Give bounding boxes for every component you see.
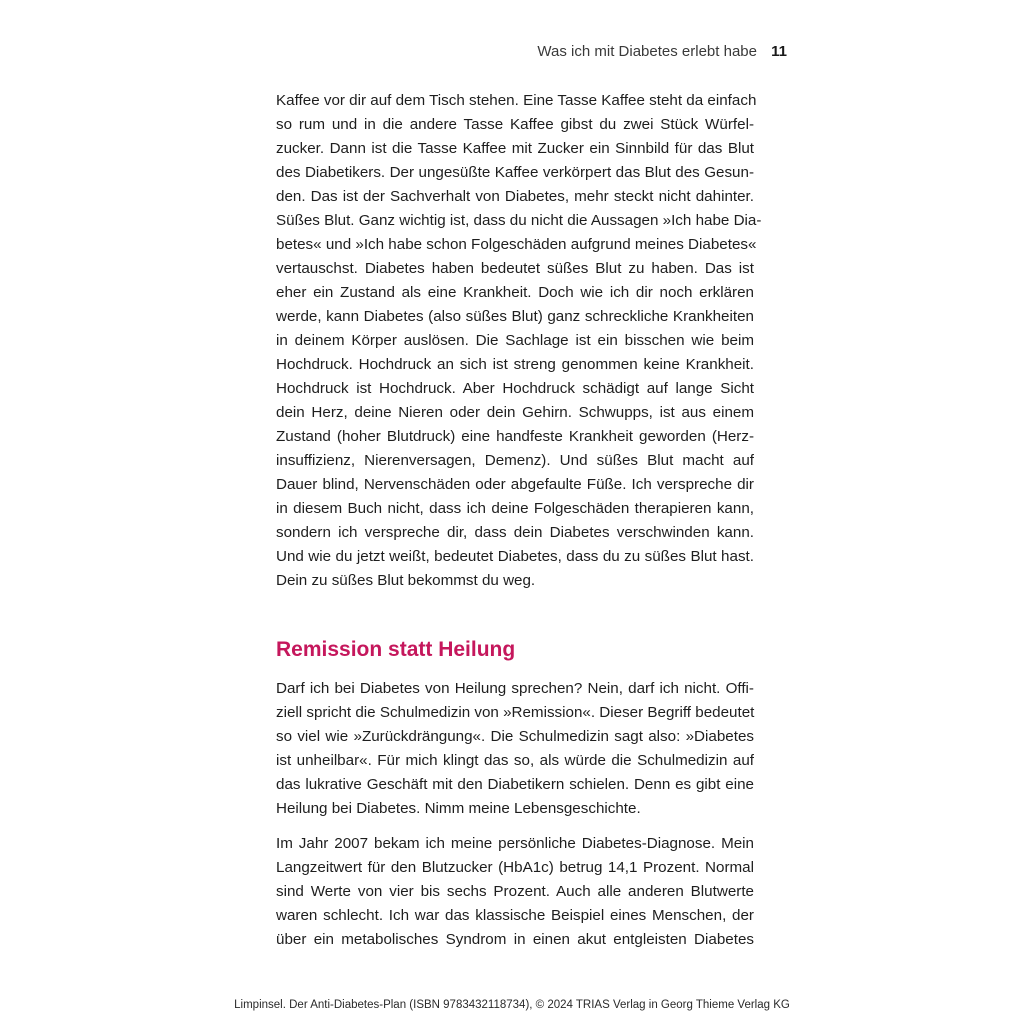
text-line: so viel wie »Zurückdrängung«. Die Schulmedizin sagt also: »Diabetes bbox=[276, 728, 754, 745]
text-line: vertauschst. Diabetes haben bedeutet süßes Blut zu haben. Das ist bbox=[276, 260, 754, 277]
text-line: den. Das ist der Sachverhalt von Diabetes, mehr steckt nicht dahinter. bbox=[276, 188, 754, 205]
text-line: werde, kann Diabetes (also süßes Blut) ganz schreckliche Krankheiten bbox=[276, 308, 754, 325]
text-line: Dein zu süßes Blut bekommst du weg. bbox=[276, 572, 536, 589]
text-line: ist unheilbar«. Für mich klingt das so, als würde die Schulmedizin auf bbox=[276, 752, 754, 769]
text-line: eher ein Zustand als eine Krankheit. Doch wie ich dir noch erklären bbox=[276, 284, 754, 301]
paragraph-1 bbox=[276, 89, 762, 593]
text-line: Und wie du jetzt weißt, bedeutet Diabetes, dass du zu süßes Blut hast. bbox=[276, 548, 754, 565]
copyright-footer: Limpinsel. Der Anti-Diabetes-Plan (ISBN 9783432118734), © 2024 TRIAS Verlag in Georg Thieme Verlag KG bbox=[234, 999, 790, 1011]
text-line: zucker. Dann ist die Tasse Kaffee mit Zucker ein Sinnbild für das Blut bbox=[276, 140, 754, 157]
text-line: Süßes Blut. Ganz wichtig ist, dass du nicht die Aussagen »Ich habe Dia- bbox=[276, 212, 762, 229]
paragraph-2 bbox=[276, 677, 754, 821]
text-line: so rum und in die andere Tasse Kaffee gibst du zwei Stück Würfel- bbox=[276, 116, 754, 133]
text-line: des Diabetikers. Der ungesüßte Kaffee verkörpert das Blut des Gesun- bbox=[276, 164, 754, 181]
paragraph-3 bbox=[276, 832, 754, 952]
text-line: Zustand (hoher Blutdruck) eine handfeste Krankheit geworden (Herz- bbox=[276, 428, 754, 445]
text-line: betes« und »Ich habe schon Folgeschäden aufgrund meines Diabetes« bbox=[276, 236, 757, 253]
section-heading: Remission statt Heilung bbox=[276, 638, 516, 661]
text-line: sind Werte von vier bis sechs Prozent. Auch alle anderen Blutwerte bbox=[276, 883, 754, 900]
text-line: sondern ich verspreche dir, dass dein Diabetes verschwinden kann. bbox=[276, 524, 754, 541]
running-head-title: Was ich mit Diabetes erlebt habe bbox=[537, 43, 757, 60]
text-line: das lukrative Geschäft mit den Diabetikern schielen. Denn es gibt eine bbox=[276, 776, 754, 793]
text-line: Hochdruck. Hochdruck an sich ist streng genommen keine Krankheit. bbox=[276, 356, 754, 373]
text-line: waren schlecht. Ich war das klassische Beispiel eines Menschen, der bbox=[276, 907, 754, 924]
text-line: in diesem Buch nicht, dass ich deine Folgeschäden therapieren kann, bbox=[276, 500, 754, 517]
text-line: Langzeitwert für den Blutzucker (HbA1c) betrug 14,1 Prozent. Normal bbox=[276, 859, 754, 876]
text-line: insuffizienz, Nierenversagen, Demenz). Und süßes Blut macht auf bbox=[276, 452, 754, 469]
page-number: 11 bbox=[771, 43, 787, 60]
text-line: Kaffee vor dir auf dem Tisch stehen. Eine Tasse Kaffee steht da einfach bbox=[276, 92, 757, 109]
text-line: Im Jahr 2007 bekam ich meine persönliche Diabetes-Diagnose. Mein bbox=[276, 835, 754, 852]
text-line: über ein metabolisches Syndrom in einen akut entgleisten Diabetes bbox=[276, 931, 754, 948]
text-line: Darf ich bei Diabetes von Heilung sprechen? Nein, darf ich nicht. Offi- bbox=[276, 680, 754, 697]
running-head bbox=[537, 43, 787, 60]
text-line: dein Herz, deine Nieren oder dein Gehirn. Schwupps, ist aus einem bbox=[276, 404, 754, 421]
text-line: Hochdruck ist Hochdruck. Aber Hochdruck schädigt auf lange Sicht bbox=[276, 380, 754, 397]
text-line: in deinem Körper auslösen. Die Sachlage ist ein bisschen wie beim bbox=[276, 332, 754, 349]
text-line: Dauer blind, Nervenschäden oder abgefaulte Füße. Ich verspreche dir bbox=[276, 476, 754, 493]
text-line: ziell spricht die Schulmedizin von »Remission«. Dieser Begriff bedeutet bbox=[276, 704, 755, 721]
text-line: Heilung bei Diabetes. Nimm meine Lebensgeschichte. bbox=[276, 800, 641, 817]
